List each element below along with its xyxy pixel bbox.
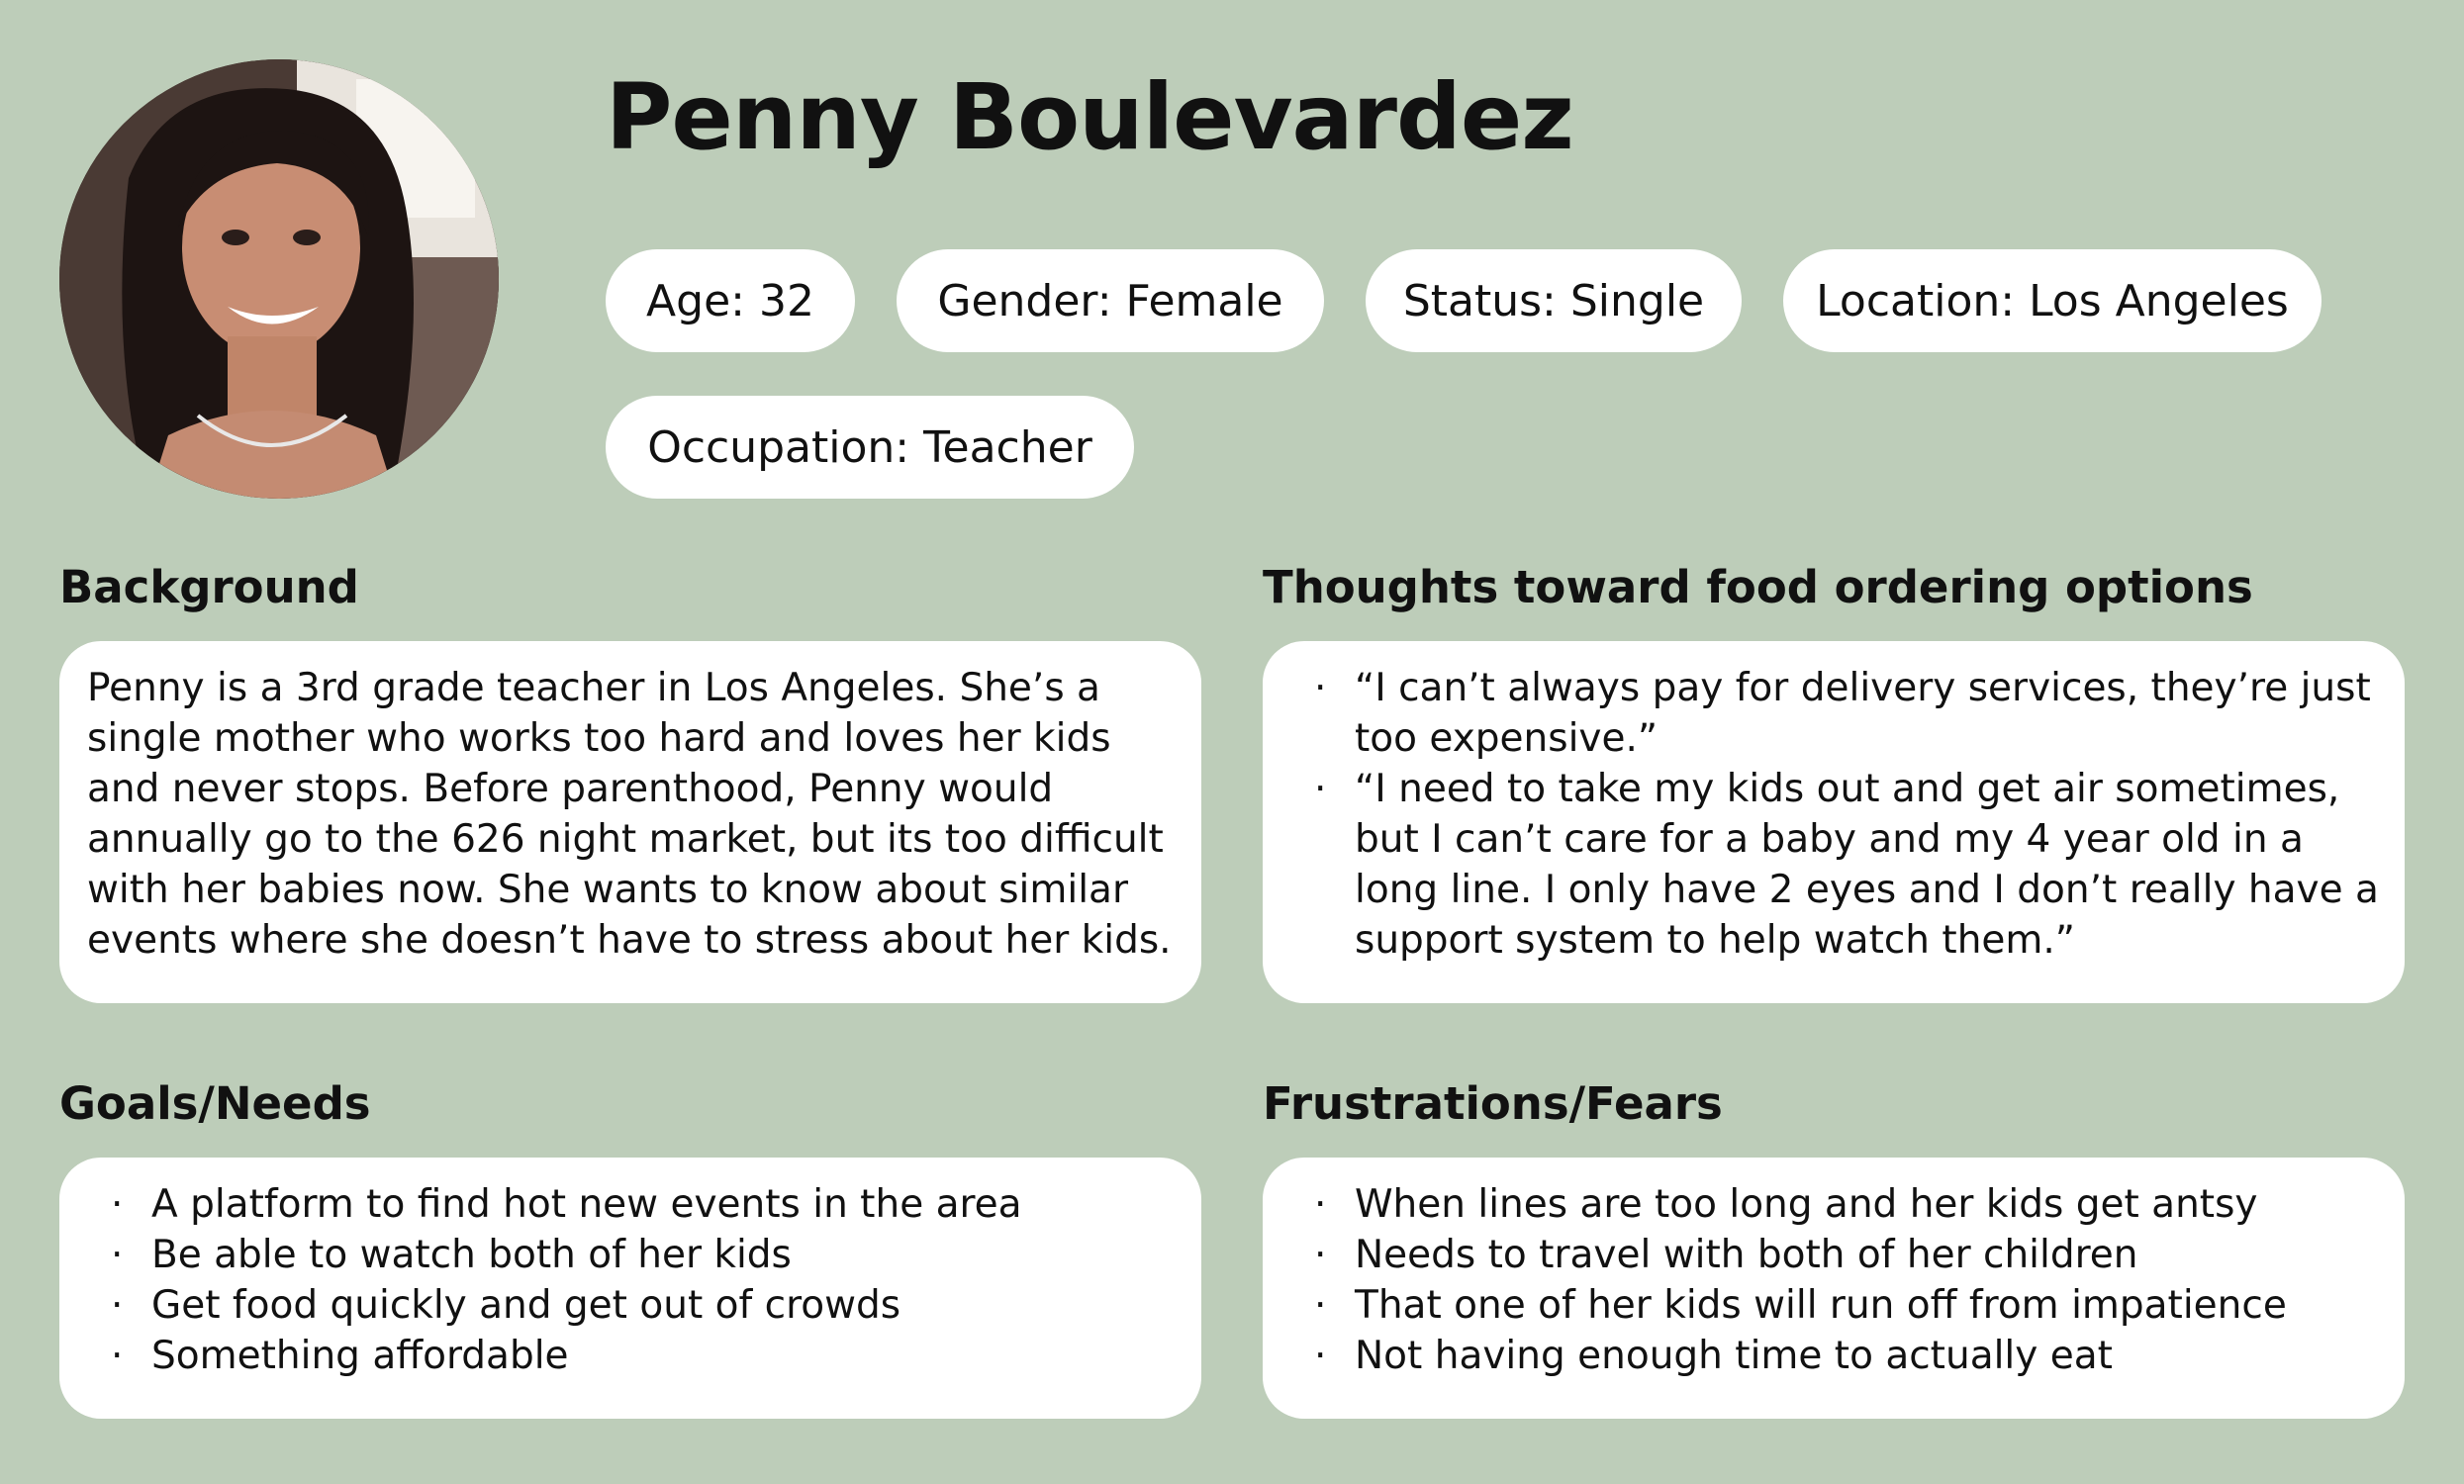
background-card xyxy=(59,641,1201,1003)
attribute-status-pill: Status: Single xyxy=(1366,249,1742,352)
attribute-occupation-pill: Occupation: Teacher xyxy=(606,396,1134,499)
goals-title: Goals/Needs xyxy=(59,1077,371,1130)
list-item: · Be able to watch both of her kids xyxy=(59,1230,1022,1280)
goals-list xyxy=(59,1179,1022,1381)
list-item: · That one of her kids will run off from impatience xyxy=(1263,1280,2287,1331)
list-item: · Not having enough time to actually eat xyxy=(1263,1331,2287,1381)
list-item: · “I need to take my kids out and get air sometimes, but I can’t care for a baby and my 4 year old in a long line. I only have 2 eyes and I don’t really have a support system to help watch them.” xyxy=(1263,764,2384,966)
profile-photo xyxy=(59,59,499,499)
list-item: · A platform to find hot new events in the area xyxy=(59,1179,1022,1230)
persona-name: Penny Boulevardez xyxy=(606,64,1573,170)
background-title: Background xyxy=(59,561,359,613)
thoughts-list xyxy=(1263,663,2384,966)
frustrations-list xyxy=(1263,1179,2287,1381)
attribute-gender-pill: Gender: Female xyxy=(897,249,1324,352)
list-item: · Get food quickly and get out of crowds xyxy=(59,1280,1022,1331)
frustrations-title: Frustrations/Fears xyxy=(1263,1077,1723,1130)
thoughts-title: Thoughts toward food ordering options xyxy=(1263,561,2253,613)
attribute-age-pill: Age: 32 xyxy=(606,249,855,352)
list-item: · “I can’t always pay for delivery services, they’re just too expensive.” xyxy=(1263,663,2384,764)
goals-card xyxy=(59,1158,1201,1419)
profile-photo-icon xyxy=(59,59,499,499)
list-item: · When lines are too long and her kids get antsy xyxy=(1263,1179,2287,1230)
list-item: · Needs to travel with both of her children xyxy=(1263,1230,2287,1280)
frustrations-card xyxy=(1263,1158,2405,1419)
attribute-location-pill: Location: Los Angeles xyxy=(1783,249,2322,352)
thoughts-card xyxy=(1263,641,2405,1003)
list-item: · Something affordable xyxy=(59,1331,1022,1381)
background-text: Penny is a 3rd grade teacher in Los Angeles. She’s a single mother who works too hard and loves her kids and never stops. Before parenthood, Penny would annually go to the 626 night market, but its too difficult with her babies now. She wants to know about similar events where she doesn’t have to stress about her kids. xyxy=(87,666,1172,963)
